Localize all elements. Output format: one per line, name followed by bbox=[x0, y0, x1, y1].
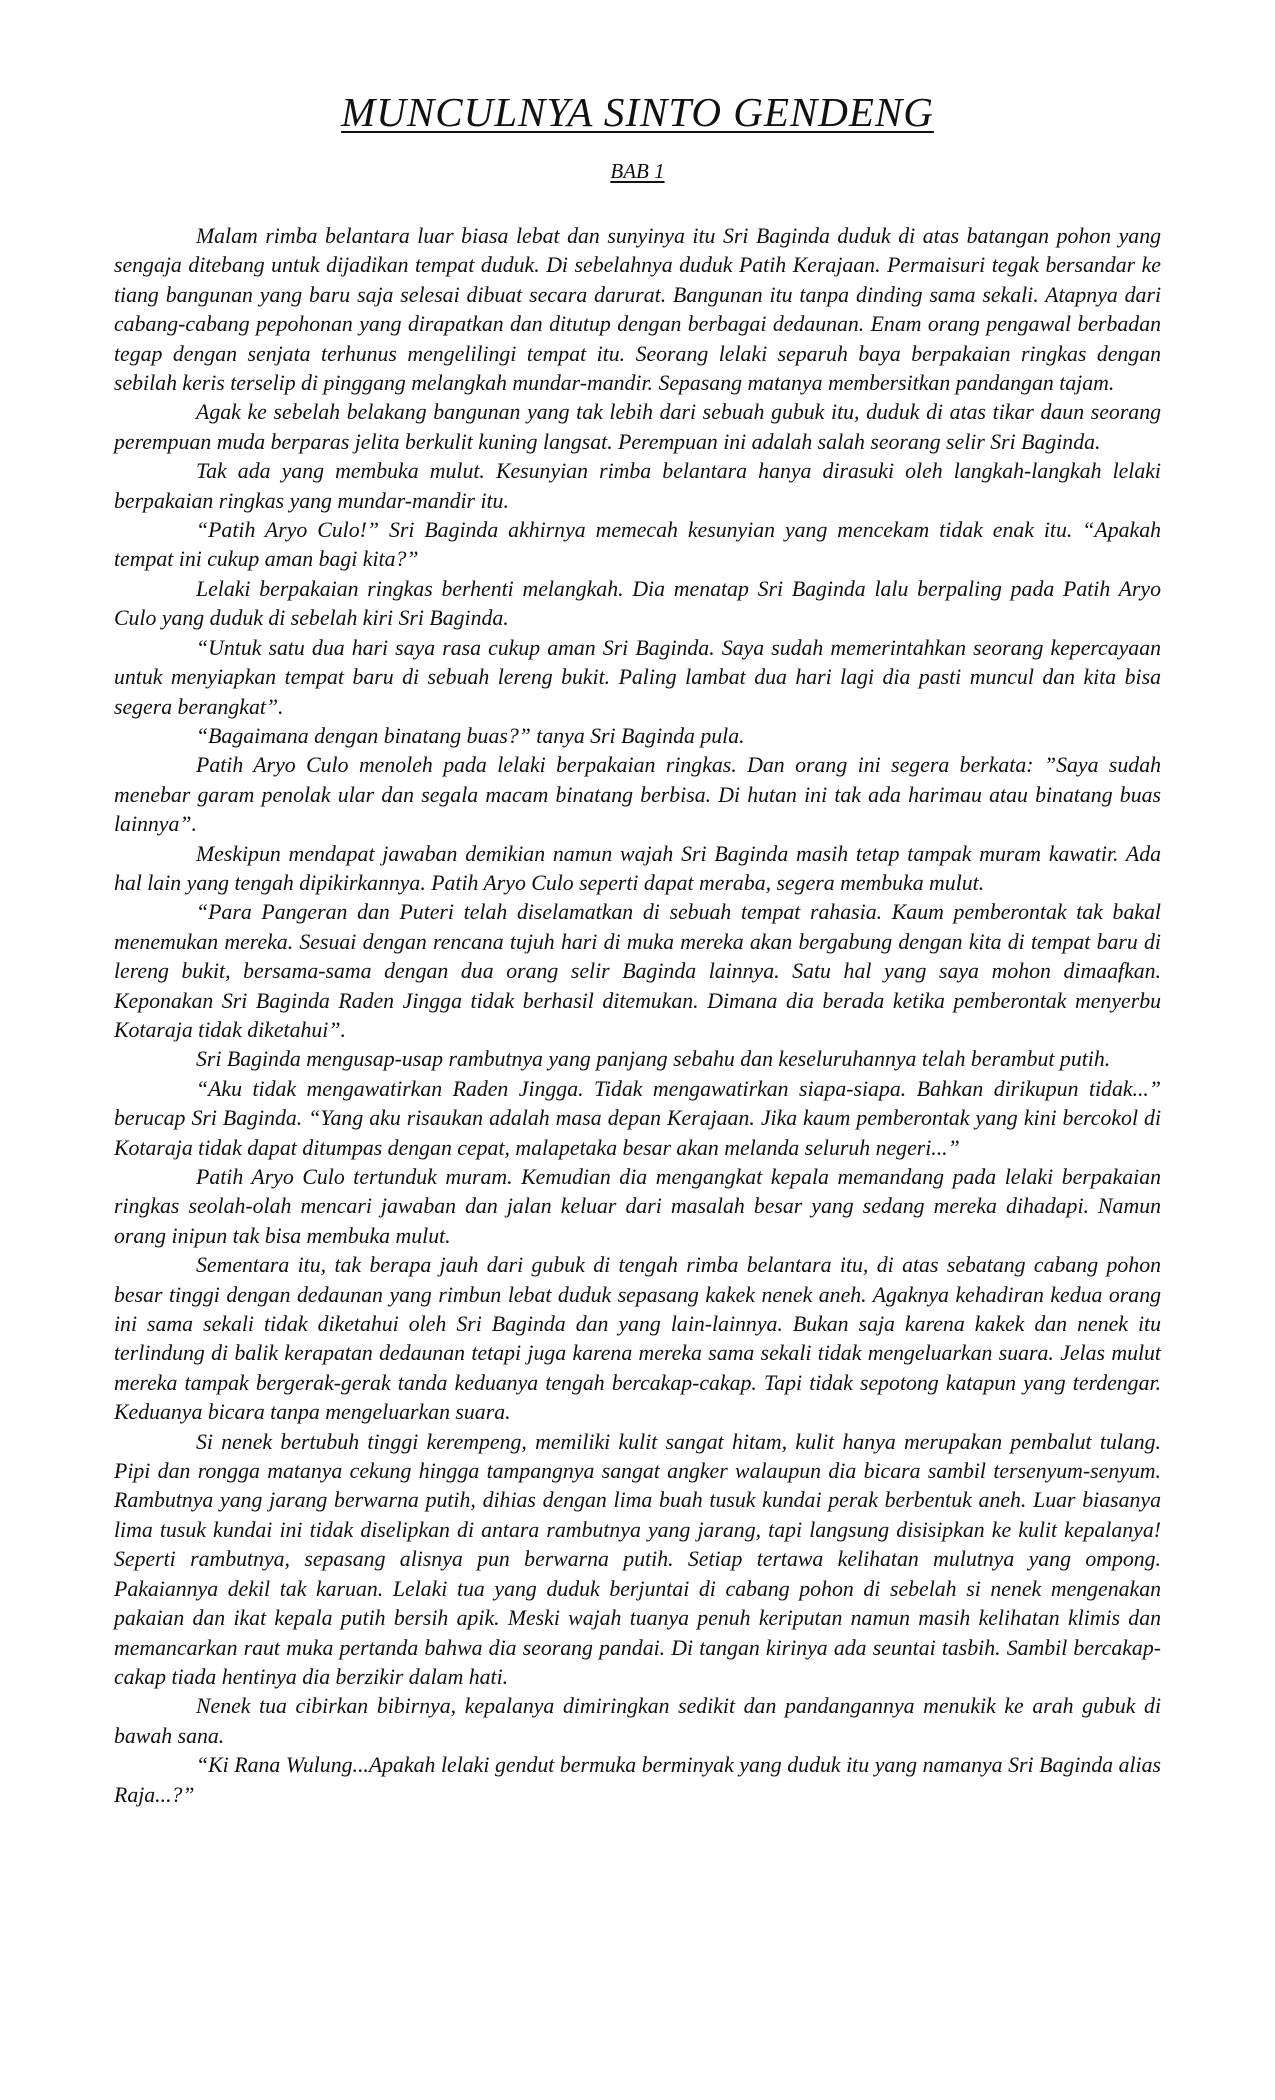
paragraph: “Bagaimana dengan binatang buas?” tanya Sri Baginda pula. bbox=[196, 723, 745, 748]
document-body bbox=[114, 222, 1161, 1810]
paragraph: Si nenek bertubuh tinggi kerempeng, memiliki kulit sangat hitam, kulit hanya merupakan pembalut tulang. Pipi dan rongga matanya cekung hingga tampangnya sangat angker walaupun dia bicara sambil tersenyum-senyum. Rambutnya yang jarang berwarna putih, dihias dengan lima buah tusuk kundai perak berbentuk aneh. Luar biasanya lima tusuk kundai ini tidak diselipkan di antara rambutnya yang jarang, tapi langsung disisipkan ke kulit kepalanya! Seperti rambutnya, sepasang alisnya pun berwarna putih. Setiap tertawa kelihatan mulutnya yang ompong. Pakaiannya dekil tak karuan. Lelaki tua yang duduk berjuntai di cabang pohon di sebelah si nenek mengenakan pakaian dan ikat kepala putih bersih apik. Meski wajah tuanya penuh keriputan namun masih kelihatan klimis dan memancarkan raut muka pertanda bahwa dia seorang pandai. Di tangan kirinya ada seuntai tasbih. Sambil bercakap-cakap tiada hentinya dia berzikir dalam hati. bbox=[114, 1429, 1161, 1689]
document-title bbox=[114, 88, 1161, 136]
paragraph: Agak ke sebelah belakang bangunan yang tak lebih dari sebuah gubuk itu, duduk di atas tikar daun seorang perempuan muda berparas jelita berkulit kuning langsat. Perempuan ini adalah salah seorang selir Sri Baginda. bbox=[114, 400, 1161, 454]
paragraph: “Ki Rana Wulung...Apakah lelaki gendut bermuka berminyak yang duduk itu yang namanya Sri Baginda alias Raja...?” bbox=[114, 1753, 1161, 1807]
paragraph: “Para Pangeran dan Puteri telah diselamatkan di sebuah tempat rahasia. Kaum pemberontak tak bakal menemukan mereka. Sesuai dengan rencana tujuh hari di muka mereka akan bergabung dengan kita di tempat baru di lereng bukit, bersama-sama dengan dua orang selir Baginda lainnya. Satu hal yang saya mohon dimaafkan. Keponakan Sri Baginda Raden Jingga tidak berhasil ditemukan. Dimana dia berada ketika pemberontak menyerbu Kotaraja tidak diketahui”. bbox=[114, 900, 1161, 1042]
paragraph: Lelaki berpakaian ringkas berhenti melangkah. Dia menatap Sri Baginda lalu berpaling pada Patih Aryo Culo yang duduk di sebelah kiri Sri Baginda. bbox=[114, 576, 1161, 631]
paragraph: “Untuk satu dua hari saya rasa cukup aman Sri Baginda. Saya sudah memerintahkan seorang kepercayaan untuk menyiapkan tempat baru di sebuah lereng bukit. Paling lambat dua hari lagi dia pasti muncul dan kita bisa segera berangkat”. bbox=[114, 635, 1161, 719]
chapter-heading bbox=[114, 158, 1161, 184]
paragraph: “Aku tidak mengawatirkan Raden Jingga. Tidak mengawatirkan siapa-siapa. Bahkan dirikupun tidak...” berucap Sri Baginda. “Yang aku risaukan adalah masa depan Kerajaan. Jika kaum pemberontak yang kini bercokol di Kotaraja tidak dapat ditumpas dengan cepat, malapetaka besar akan melanda seluruh negeri...” bbox=[114, 1076, 1161, 1160]
paragraph: Patih Aryo Culo tertunduk muram. Kemudian dia mengangkat kepala memandang pada lelaki berpakaian ringkas seolah-olah mencari jawaban dan jalan keluar dari masalah besar yang sedang mereka dihadapi. Namun orang inipun tak bisa membuka mulut. bbox=[114, 1165, 1161, 1248]
paragraph: Tak ada yang membuka mulut. Kesunyian rimba belantara hanya dirasuki oleh langkah-langkah lelaki berpakaian ringkas yang mundar-mandir itu. bbox=[114, 459, 1161, 513]
chapter-heading-text: BAB 1 bbox=[610, 159, 665, 183]
document-title-text: MUNCULNYA SINTO GENDENG bbox=[341, 89, 934, 135]
paragraph: Nenek tua cibirkan bibirnya, kepalanya dimiringkan sedikit dan pandangannya menukik ke arah gubuk di bawah sana. bbox=[114, 1694, 1161, 1748]
paragraph: Sementara itu, tak berapa jauh dari gubuk di tengah rimba belantara itu, di atas sebatang cabang pohon besar tinggi dengan dedaunan yang rimbun lebat duduk sepasang kakek nenek aneh. Agaknya kehadiran kedua orang ini sama sekali tidak diketahui oleh Sri Baginda dan yang lain-lainnya. Bukan saja karena kakek dan nenek itu terlindung di balik kerapatan dedaunan tetapi juga karena mereka sama sekali tidak mengeluarkan suara. Jelas mulut mereka tampak bergerak-gerak tanda keduanya tengah bercakap-cakap. Tapi tidak sepotong katapun yang terdengar. Keduanya bicara tanpa mengeluarkan suara. bbox=[114, 1253, 1161, 1425]
paragraph: Patih Aryo Culo menoleh pada lelaki berpakaian ringkas. Dan orang ini segera berkata: ”Saya sudah menebar garam penolak ular dan segala macam binatang berbisa. Di hutan ini tak ada harimau atau binatang buas lainnya”. bbox=[114, 753, 1161, 837]
paragraph: Sri Baginda mengusap-usap rambutnya yang panjang sebahu dan keseluruhannya telah berambut putih. bbox=[196, 1047, 1111, 1072]
paragraph: Malam rimba belantara luar biasa lebat dan sunyinya itu Sri Baginda duduk di atas batangan pohon yang sengaja ditebang untuk dijadikan tempat duduk. Di sebelahnya duduk Patih Kerajaan. Permaisuri tegak bersandar ke tiang bangunan yang baru saja selesai dibuat secara darurat. Bangunan itu tanpa dinding sama sekali. Atapnya dari cabang-cabang pepohonan yang dirapatkan dan ditutup dengan berbagai dedaunan. Enam orang pengawal berbadan tegap dengan senjata terhunus mengelilingi tempat itu. Seorang lelaki separuh baya berpakaian ringkas dengan sebilah keris terselip di pinggang melangkah mundar-mandir. Sepasang matanya membersitkan pandangan tajam. bbox=[114, 224, 1161, 396]
paragraph: “Patih Aryo Culo!” Sri Baginda akhirnya memecah kesunyian yang mencekam tidak enak itu. “Apakah tempat ini cukup aman bagi kita?” bbox=[114, 518, 1161, 572]
paragraph: Meskipun mendapat jawaban demikian namun wajah Sri Baginda masih tetap tampak muram kawatir. Ada hal lain yang tengah dipikirkannya. Patih Aryo Culo seperti dapat meraba, segera membuka mulut. bbox=[114, 841, 1161, 895]
